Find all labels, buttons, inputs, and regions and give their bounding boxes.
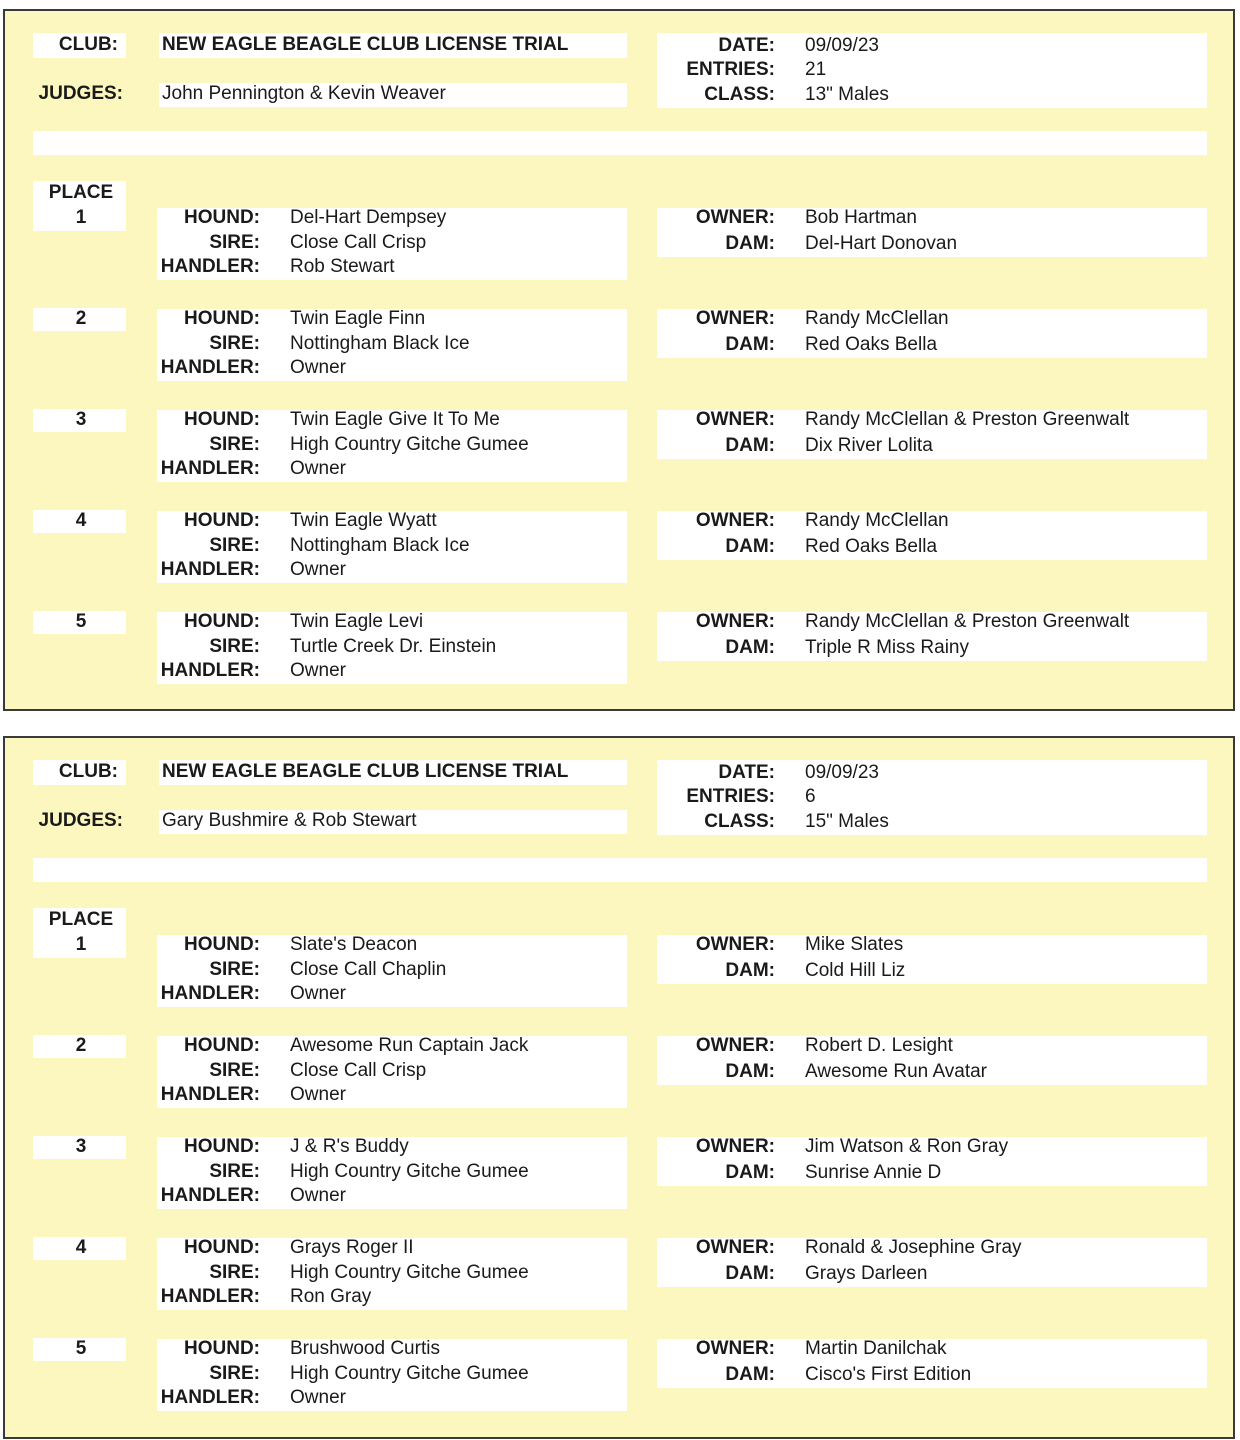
club-name: NEW EAGLE BEAGLE CLUB LICENSE TRIAL [162,761,569,782]
handler-label: HANDLER: [160,357,260,378]
dam-name: Grays Darleen [805,1263,928,1284]
owner-label: OWNER: [695,409,775,430]
hound-name: J & R's Buddy [290,1136,409,1157]
place-number: 2 [75,308,87,329]
owner-label: OWNER: [695,1136,775,1157]
hound-name: Del-Hart Dempsey [290,207,447,228]
dam-label: DAM: [725,435,775,456]
owner-label: OWNER: [695,934,775,955]
owner-label: OWNER: [695,611,775,632]
hound-label: HOUND: [184,510,260,531]
place-number: 5 [75,611,87,632]
owner-label: OWNER: [695,1237,775,1258]
date-label: DATE: [718,35,775,56]
placement-row [5,206,1233,296]
owner-label: OWNER: [695,1338,775,1359]
dam-label: DAM: [725,637,775,658]
hound-label: HOUND: [184,1338,260,1359]
class-value: 15" Males [805,811,889,832]
owner-label: OWNER: [695,1035,775,1056]
hound-label: HOUND: [184,934,260,955]
sire-name: High Country Gitche Gumee [290,1363,529,1384]
sire-label: SIRE: [209,535,260,556]
place-header: PLACE [48,182,114,203]
handler-label: HANDLER: [160,1185,260,1206]
club-name: NEW EAGLE BEAGLE CLUB LICENSE TRIAL [162,34,569,55]
sire-name: High Country Gitche Gumee [290,1161,529,1182]
place-header: PLACE [48,909,114,930]
placement-row [5,307,1233,397]
owner-name: Randy McClellan [805,510,949,531]
handler-label: HANDLER: [160,1084,260,1105]
date-value: 09/09/23 [805,35,879,56]
spacer-bar [33,858,1207,882]
sire-name: High Country Gitche Gumee [290,1262,529,1283]
place-number: 5 [75,1338,87,1359]
sire-label: SIRE: [209,1161,260,1182]
hound-label: HOUND: [184,308,260,329]
hound-name: Twin Eagle Wyatt [290,510,437,531]
dam-name: Sunrise Annie D [805,1162,942,1183]
owner-name: Randy McClellan & Preston Greenwalt [805,611,1130,632]
handler-label: HANDLER: [160,983,260,1004]
hound-name: Twin Eagle Give It To Me [290,409,500,430]
dam-name: Red Oaks Bella [805,536,938,557]
owner-name: Randy McClellan & Preston Greenwalt [805,409,1130,430]
handler-name: Owner [290,559,346,580]
place-number: 2 [75,1035,87,1056]
owner-name: Randy McClellan [805,308,949,329]
spacer-bar [33,131,1207,155]
judges-label: JUDGES: [38,83,123,104]
sire-name: High Country Gitche Gumee [290,434,529,455]
sire-label: SIRE: [209,1262,260,1283]
judges-label: JUDGES: [38,810,123,831]
trial-results-panel-2 [3,736,1235,1439]
dam-label: DAM: [725,1263,775,1284]
handler-label: HANDLER: [160,1387,260,1408]
sire-label: SIRE: [209,333,260,354]
hound-name: Brushwood Curtis [290,1338,440,1359]
owner-name: Bob Hartman [805,207,917,228]
dam-name: Cold Hill Liz [805,960,906,981]
handler-label: HANDLER: [160,660,260,681]
dam-label: DAM: [725,960,775,981]
handler-name: Ron Gray [290,1286,372,1307]
sire-label: SIRE: [209,959,260,980]
dam-label: DAM: [725,1364,775,1385]
dam-name: Del-Hart Donovan [805,233,958,254]
entries-value: 21 [805,59,827,80]
hound-name: Awesome Run Captain Jack [290,1035,529,1056]
owner-name: Mike Slates [805,934,904,955]
dam-name: Red Oaks Bella [805,334,938,355]
handler-name: Rob Stewart [290,256,395,277]
hound-name: Slate's Deacon [290,934,418,955]
hound-label: HOUND: [184,1035,260,1056]
placement-row [5,509,1233,599]
handler-name: Owner [290,660,346,681]
club-label: CLUB: [58,34,118,55]
hound-label: HOUND: [184,409,260,430]
entries-label: ENTRIES: [686,786,775,807]
sire-label: SIRE: [209,1363,260,1384]
placement-row [5,1236,1233,1326]
sire-label: SIRE: [209,434,260,455]
dam-label: DAM: [725,536,775,557]
owner-name: Robert D. Lesight [805,1035,953,1056]
sire-name: Close Call Chaplin [290,959,447,980]
dam-name: Cisco's First Edition [805,1364,972,1385]
dam-label: DAM: [725,334,775,355]
class-value: 13" Males [805,84,889,105]
owner-name: Jim Watson & Ron Gray [805,1136,1009,1157]
entries-label: ENTRIES: [686,59,775,80]
handler-name: Owner [290,1387,346,1408]
hound-name: Twin Eagle Finn [290,308,426,329]
sire-label: SIRE: [209,1060,260,1081]
owner-label: OWNER: [695,207,775,228]
dam-name: Triple R Miss Rainy [805,637,969,658]
placement-row [5,408,1233,498]
judges-value: Gary Bushmire & Rob Stewart [162,810,417,831]
owner-label: OWNER: [695,510,775,531]
dam-label: DAM: [725,233,775,254]
sire-label: SIRE: [209,232,260,253]
hound-label: HOUND: [184,611,260,632]
owner-label: OWNER: [695,308,775,329]
handler-name: Owner [290,458,346,479]
owner-name: Martin Danilchak [805,1338,947,1359]
handler-name: Owner [290,1185,346,1206]
sire-label: SIRE: [209,636,260,657]
placement-row [5,1034,1233,1124]
handler-label: HANDLER: [160,1286,260,1307]
entries-value: 6 [805,786,816,807]
date-value: 09/09/23 [805,762,879,783]
handler-name: Owner [290,1084,346,1105]
hound-label: HOUND: [184,1136,260,1157]
dam-name: Dix River Lolita [805,435,933,456]
dam-name: Awesome Run Avatar [805,1061,988,1082]
hound-name: Grays Roger II [290,1237,414,1258]
judges-value: John Pennington & Kevin Weaver [162,83,446,104]
placement-row [5,933,1233,1023]
hound-name: Twin Eagle Levi [290,611,424,632]
handler-label: HANDLER: [160,256,260,277]
club-label: CLUB: [58,761,118,782]
sire-name: Nottingham Black Ice [290,333,470,354]
placement-row [5,610,1233,700]
hound-label: HOUND: [184,1237,260,1258]
place-number: 3 [75,409,87,430]
place-number: 3 [75,1136,87,1157]
class-label: CLASS: [704,811,775,832]
sire-name: Turtle Creek Dr. Einstein [290,636,497,657]
handler-name: Owner [290,983,346,1004]
place-number: 1 [75,934,87,955]
place-number: 1 [75,207,87,228]
place-number: 4 [75,510,87,531]
owner-name: Ronald & Josephine Gray [805,1237,1022,1258]
hound-label: HOUND: [184,207,260,228]
dam-label: DAM: [725,1162,775,1183]
date-label: DATE: [718,762,775,783]
handler-name: Owner [290,357,346,378]
sire-name: Nottingham Black Ice [290,535,470,556]
placement-row [5,1135,1233,1225]
trial-results-panel-1 [3,9,1235,711]
handler-label: HANDLER: [160,458,260,479]
dam-label: DAM: [725,1061,775,1082]
sire-name: Close Call Crisp [290,1060,427,1081]
handler-label: HANDLER: [160,559,260,580]
placement-row [5,1337,1233,1427]
class-label: CLASS: [704,84,775,105]
place-number: 4 [75,1237,87,1258]
sire-name: Close Call Crisp [290,232,427,253]
